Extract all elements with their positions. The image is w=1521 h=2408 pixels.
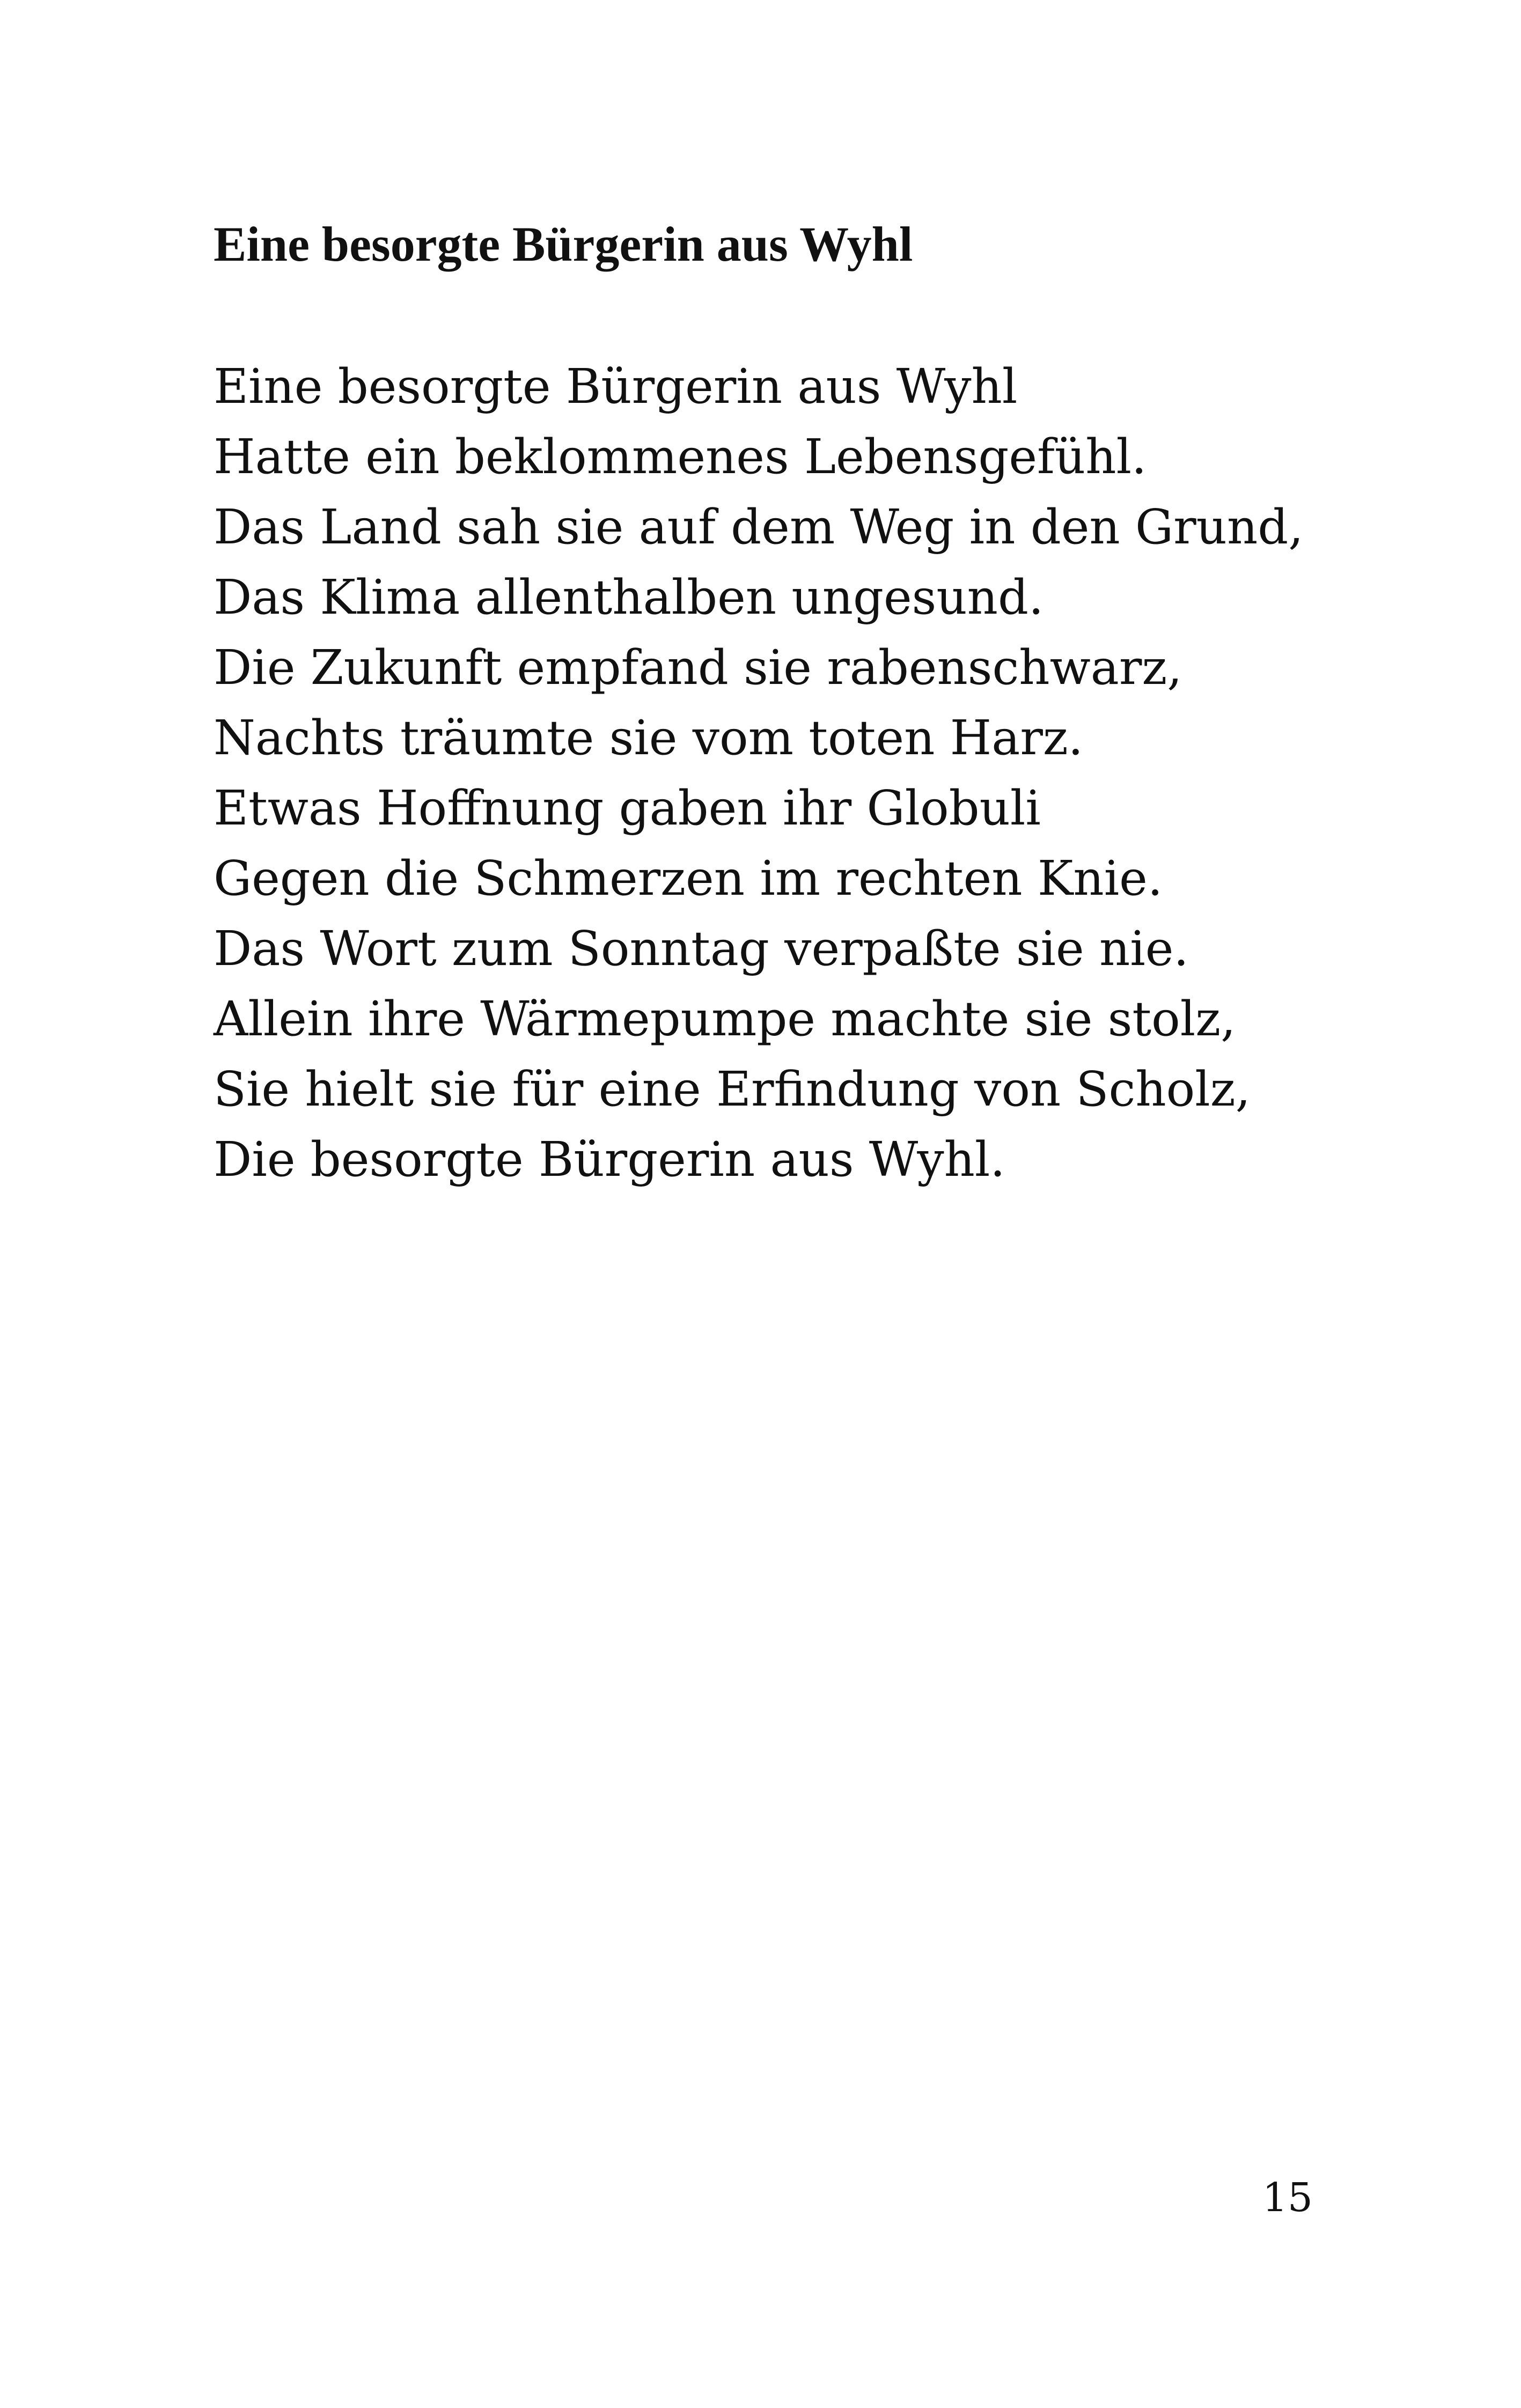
poem-line-12: Die besorgte Bürgerin aus Wyhl. (214, 1131, 1005, 1187)
poem-line-11: Sie hielt sie für eine Erfindung von Scholz, (214, 1061, 1251, 1117)
poem-line-10: Allein ihre Wärmepumpe machte sie stolz, (214, 991, 1236, 1047)
poem-line-2: Hatte ein beklommenes Lebensgefühl. (214, 429, 1147, 484)
page-number: 15 (1262, 2175, 1313, 2221)
poem-line-6: Nachts träumte sie vom toten Harz. (214, 710, 1084, 765)
poem-line-3: Das Land sah sie auf dem Weg in den Grund, (214, 499, 1304, 555)
poem-line-4: Das Klima allenthalben ungesund. (214, 569, 1044, 625)
poem-line-8: Gegen die Schmerzen im rechten Knie. (214, 850, 1163, 906)
poem-line-5: Die Zukunft empfand sie rabenschwarz, (214, 639, 1182, 695)
poem-body (214, 351, 1304, 1195)
poem-title: Eine besorgte Bürgerin aus Wyhl (214, 217, 913, 271)
poem-line-1: Eine besorgte Bürgerin aus Wyhl (214, 358, 1018, 414)
poem-line-9: Das Wort zum Sonntag verpaßte sie nie. (214, 921, 1189, 976)
poem-line-7: Etwas Hoffnung gaben ihr Globuli (214, 780, 1041, 836)
